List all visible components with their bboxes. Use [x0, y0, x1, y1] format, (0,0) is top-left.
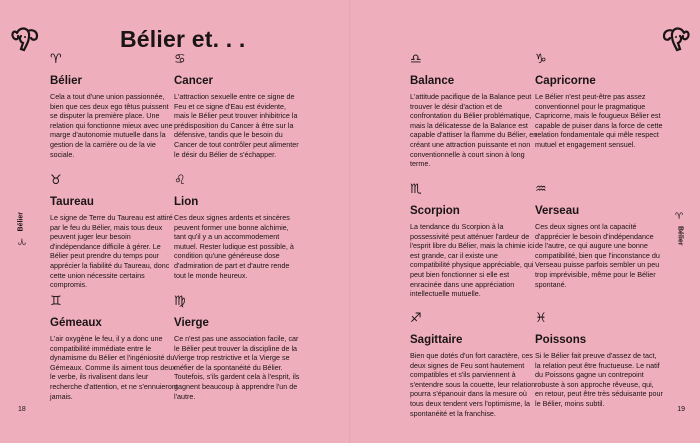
entry-body: Ces deux signes ardents et sincères peuvent former une bonne alchimie, tant qu'il y a un accommodement mutuel. Rester ludique est possible, à condition qu'une généreuse dose d'admiration de part et d'autre rende tout le monde heureux. [174, 213, 294, 280]
entry-taureau [50, 174, 178, 290]
leo-glyph-icon: ♌ [174, 173, 186, 188]
page-gutter [349, 0, 351, 443]
entry-capricorne [535, 53, 663, 150]
entry-body: Ces deux signes ont la capacité d'apprécier le besoin d'indépendance de l'autre, ce qui augure une bonne compatibilité, bien que l'inconstance du Verseau puisse parfois sembler un peu trop imprévisible, même pour le Bélier spontané. [535, 222, 660, 289]
page-title: Bélier et. . . [120, 26, 246, 52]
entry-name: Gémeaux [50, 317, 102, 329]
entry-name: Capricorne [535, 75, 596, 87]
page-number-left: 18 [18, 406, 26, 413]
entry-name: Vierge [174, 317, 209, 329]
side-tab-label: Bélier [676, 226, 684, 246]
entry-balance [410, 53, 538, 169]
entry-name: Cancer [174, 75, 213, 87]
entry-name: Lion [174, 196, 199, 208]
cancer-glyph-icon: ♋ [174, 52, 186, 67]
side-tab-label: Bélier [17, 212, 25, 232]
entry-cancer [174, 53, 302, 159]
side-tab-left [16, 212, 26, 245]
entry-body: L'attraction sexuelle entre ce signe de Feu et ce signe d'Eau est évidente, mais le Bélier peut trouver inhibitrice la prédisposition du Cancer à être sur la défensive, tandis que le besoin du Cancer de tout contrôler peut alimenter le désir du Bélier de s'échapper. [174, 92, 299, 159]
entry-name: Sagittaire [410, 334, 463, 346]
entry-name: Balance [410, 75, 455, 87]
entry-gemeaux [50, 295, 178, 401]
entry-body: L'attitude pacifique de la Balance peut trouver le désir d'action et de confrontation du Bélier problématique, mais la délicatesse de la Balance est capable d'attiser la flamme du Bélier, en créant une attraction puissante et non conventionnelle à court sinon à long terme. [410, 92, 538, 169]
capricorn-glyph-icon: ♑ [535, 52, 547, 67]
entry-sagittaire [410, 312, 538, 418]
entry-body: Si le Bélier fait preuve d'assez de tact, la relation peut être fructueuse. Le natif du Poissons gagne un contrepoint robuste à son approche rêveuse, qui, en retour, peut être très séduisante pour le Bélier, moins subtil. [535, 351, 663, 408]
entry-scorpion [410, 183, 538, 299]
pisces-glyph-icon: ♓ [535, 311, 547, 326]
entry-lion [174, 174, 302, 280]
entry-body: Le signe de Terre du Taureau est attiré par le feu du Bélier, mais tous deux peuvent juger leur besoin d'indépendance difficile à gérer. Le Bélier peut prendre du temps pour apprécier la fiabilité du Taureau, donc cette union nécessite certains compromis. [50, 213, 173, 290]
entry-name: Poissons [535, 334, 587, 346]
entry-poissons [535, 312, 663, 409]
side-tab-right [675, 212, 685, 245]
entry-body: Le Bélier n'est peut-être pas assez conventionnel pour le pragmatique Capricorne, mais le fougueux Bélier est capable de puiser dans la force de cette relation fondamentale qui mêle respect mutuel et engagement sensuel. [535, 92, 663, 149]
aries-glyph-icon: ♈ [50, 52, 62, 67]
entry-body: Bien que dotés d'un fort caractère, ces deux signes de Feu sont hautement compatibles et s'ils parviennent à s'entendre sous la couette, leur relation pourra s'épanouir dans la mesure où tous deux tendent vers l'optimisme, la spontanéité et la franchise. [410, 351, 536, 418]
ram-head-icon [662, 26, 690, 52]
entry-verseau [535, 183, 663, 289]
entry-body: Ce n'est pas une association facile, car le Bélier peut trouver la discipline de la Vierge trop restrictive et la Vierge se méfier de la spontanéité du Bélier. Toutefois, s'ils gardent cela à l'esprit, ils gagnent beaucoup à apprendre l'un de l'autre. [174, 334, 300, 401]
entry-name: Scorpion [410, 205, 460, 217]
gemini-glyph-icon: ♊ [50, 294, 62, 309]
page-number-right: 19 [677, 406, 685, 413]
libra-glyph-icon: ♎ [410, 52, 422, 67]
ram-head-icon [11, 26, 39, 52]
entry-name: Bélier [50, 75, 82, 87]
virgo-glyph-icon: ♍ [174, 294, 186, 309]
aquarius-glyph-icon: ♒ [535, 182, 547, 197]
entry-vierge [174, 295, 302, 401]
entry-body: L'air oxygène le feu, il y a donc une compatibilité immédiate entre le dynamisme du Bélier et l'ingéniosité du Gémeaux. Comme ils aiment tous deux le verbe, ils rivalisent dans leur recherche d'attention, et ne s'ennuieront jamais. [50, 334, 178, 401]
entry-name: Verseau [535, 205, 580, 217]
entry-body: Cela a tout d'une union passionnée, bien que ces deux ego têtus puissent se disputer la première place. Une relation qui fonctionne mieux avec une marge d'autonomie mutuelle dans la gestion de la carrière ou de la vie sociale. [50, 92, 173, 159]
aries-symbol: ♈ [16, 235, 26, 246]
taurus-glyph-icon: ♉ [50, 173, 62, 188]
entry-belier [50, 53, 178, 159]
entry-body: La tendance du Scorpion à la possessivité peut atténuer l'ardeur de l'esprit libre du Bélier, mais la chimie ici est grande, car il existe une compatibilité physique appréciable, qui peut bien fonctionner si elle est enracinée dans une appréciation intellectuelle mutuelle. [410, 222, 535, 299]
aries-symbol: ♈ [675, 212, 685, 222]
entry-name: Taureau [50, 196, 94, 208]
scorpio-glyph-icon: ♏ [410, 182, 422, 197]
sagittarius-glyph-icon: ♐ [410, 311, 422, 326]
